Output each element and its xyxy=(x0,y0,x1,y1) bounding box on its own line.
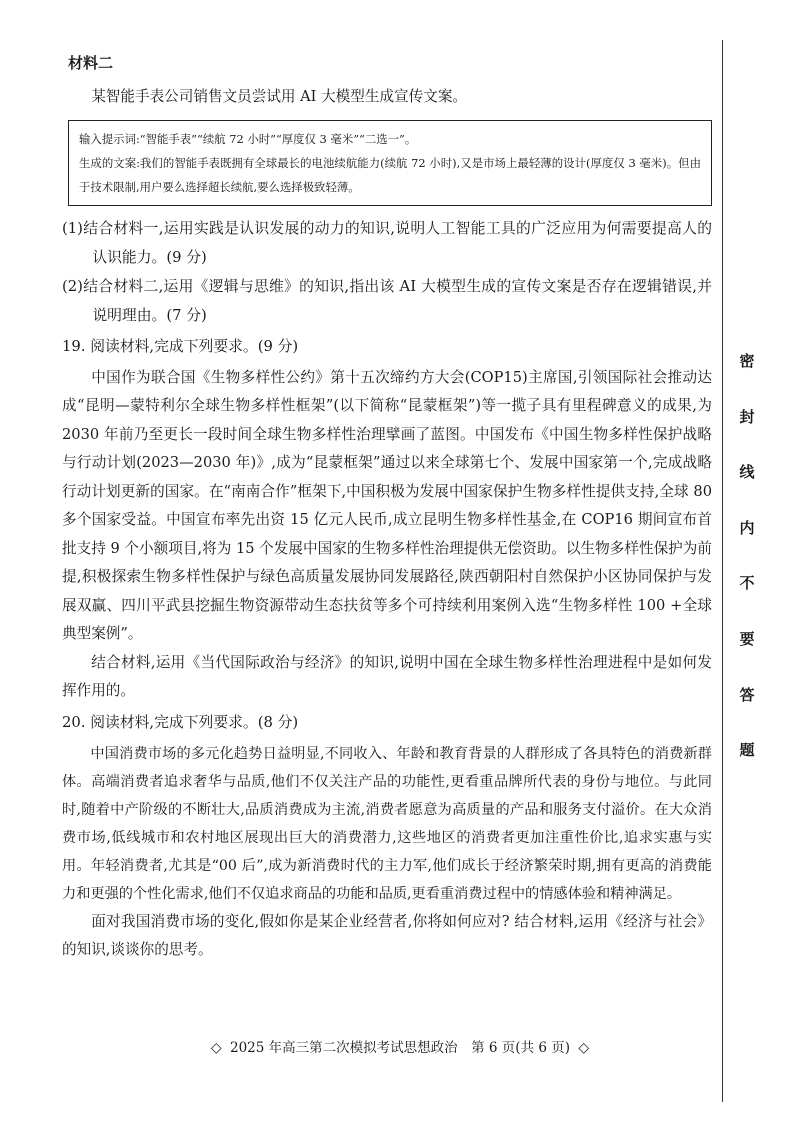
question-18-part-2: (2)结合材料二,运用《逻辑与思维》的知识,指出该 AI 大模型生成的宣传文案是否存在逻辑错误,并说明理由。(7 分) xyxy=(62,277,712,324)
question-18-part-1: (1)结合材料一,运用实践是认识发展的动力的知识,说明人工智能工具的广泛应用为何需要提高人的认识能力。(9 分) xyxy=(62,219,712,266)
question-19-title: 19. 阅读材料,完成下列要求。(9 分) xyxy=(62,337,299,355)
seal-char: 不 xyxy=(739,574,755,593)
prompt-input-line: 输入提示词:“智能手表”“续航 72 小时”“厚度仅 3 毫米”“二选一”。 xyxy=(79,131,417,146)
question-20-title: 20. 阅读材料,完成下列要求。(8 分) xyxy=(62,713,299,731)
question-20-material: 中国消费市场的多元化趋势日益明显,不同收入、年龄和教育背景的人群形成了各具特色的消费新群体。高端消费者追求奢华与品质,他们不仅关注产品的功能性,更看重品牌所代表的身份与地位。与此同时,随着中产阶级的不断壮大,品质消费成为主流,消费者愿意为高质量的产品和服务支付溢价。在大众消费市场,低线城市和农村地区展现出巨大的消费潜力,这些地区的消费者更加注重性价比,追求实惠与实用。年轻消费者,尤其是“00 后”,成为新消费时代的主力军,他们成长于经济繁荣时期,拥有更高的消费能力和更强的个性化需求,他们不仅追求商品的功能和品质,更看重消费过程中的情感体验和精神满足。 xyxy=(62,745,712,902)
material-two-intro: 某智能手表公司销售文员尝试用 AI 大模型生成宣传文案。 xyxy=(91,88,468,105)
seal-char: 内 xyxy=(739,518,755,537)
question-19-material: 中国作为联合国《生物多样性公约》第十五次缔约方大会(COP15)主席国,引领国际社会推动达成“昆明—蒙特利尔全球生物多样性框架”(以下简称“昆蒙框架”)等一揽子具有里程碑意义的成果,为 2030 年前乃至更长一段时间全球生物多样性治理擘画了蓝图。中国发布《中国生物多样性保护战略与行动计划(2023—2030 年)》,成为“昆蒙框架”通过以来全球第七个、发展中国家第一个,完成战略行动计划更新的国家。在“南南合作”框架下,中国积极为发展中国家保护生物多样性提供支持,全球 80 多个国家受益。中国宣布率先出资 15 亿元人民币,成立昆明生物多样性基金,在 COP16 期间宣布首批支持 9 个小额项目,将为 15 个发展中国家的生物多样性治理提供无偿资助。以生物多样性保护为前提,积极探索生物多样性保护与绿色高质量发展协同发展路径,陕西朝阳村自然保护小区协同保护与发展双赢、四川平武县挖掘生物资源带动生态扶贫等多个可持续利用案例入选“生物多样性 100 +全球典型案例”。 xyxy=(62,368,712,642)
diamond-icon: ◇ xyxy=(210,1040,222,1056)
ai-prompt-box xyxy=(68,120,712,206)
generated-copy-text: 生成的文案:我们的智能手表既拥有全球最长的电池续航能力(续航 72 小时),又是市场上最轻薄的设计(厚度仅 3 毫米)。但由于技术限制,用户要么选择超长续航,要么选择极致轻薄。 xyxy=(79,155,701,194)
question-20-prompt: 面对我国消费市场的变化,假如你是某企业经营者,你将如何应对? 结合材料,运用《经济与社会》的知识,谈谈你的思考。 xyxy=(62,912,712,958)
page-footer xyxy=(0,1036,800,1056)
diamond-icon: ◇ xyxy=(578,1040,590,1056)
seal-char: 封 xyxy=(739,407,755,426)
footer-text: 2025 年高三第二次模拟考试思想政治 第 6 页(共 6 页) xyxy=(229,1040,571,1056)
seal-char: 答 xyxy=(739,685,755,704)
binding-line xyxy=(722,40,723,1102)
seal-char: 题 xyxy=(739,741,755,760)
material-two-heading: 材料二 xyxy=(68,54,114,72)
seal-char: 线 xyxy=(739,463,755,482)
page-content xyxy=(62,52,712,965)
seal-char: 密 xyxy=(739,352,755,370)
seal-char: 要 xyxy=(739,629,755,648)
question-19-prompt: 结合材料,运用《当代国际政治与经济》的知识,说明中国在全球生物多样性治理进程中是如何发挥作用的。 xyxy=(62,653,712,699)
seal-line-notice xyxy=(732,350,762,795)
